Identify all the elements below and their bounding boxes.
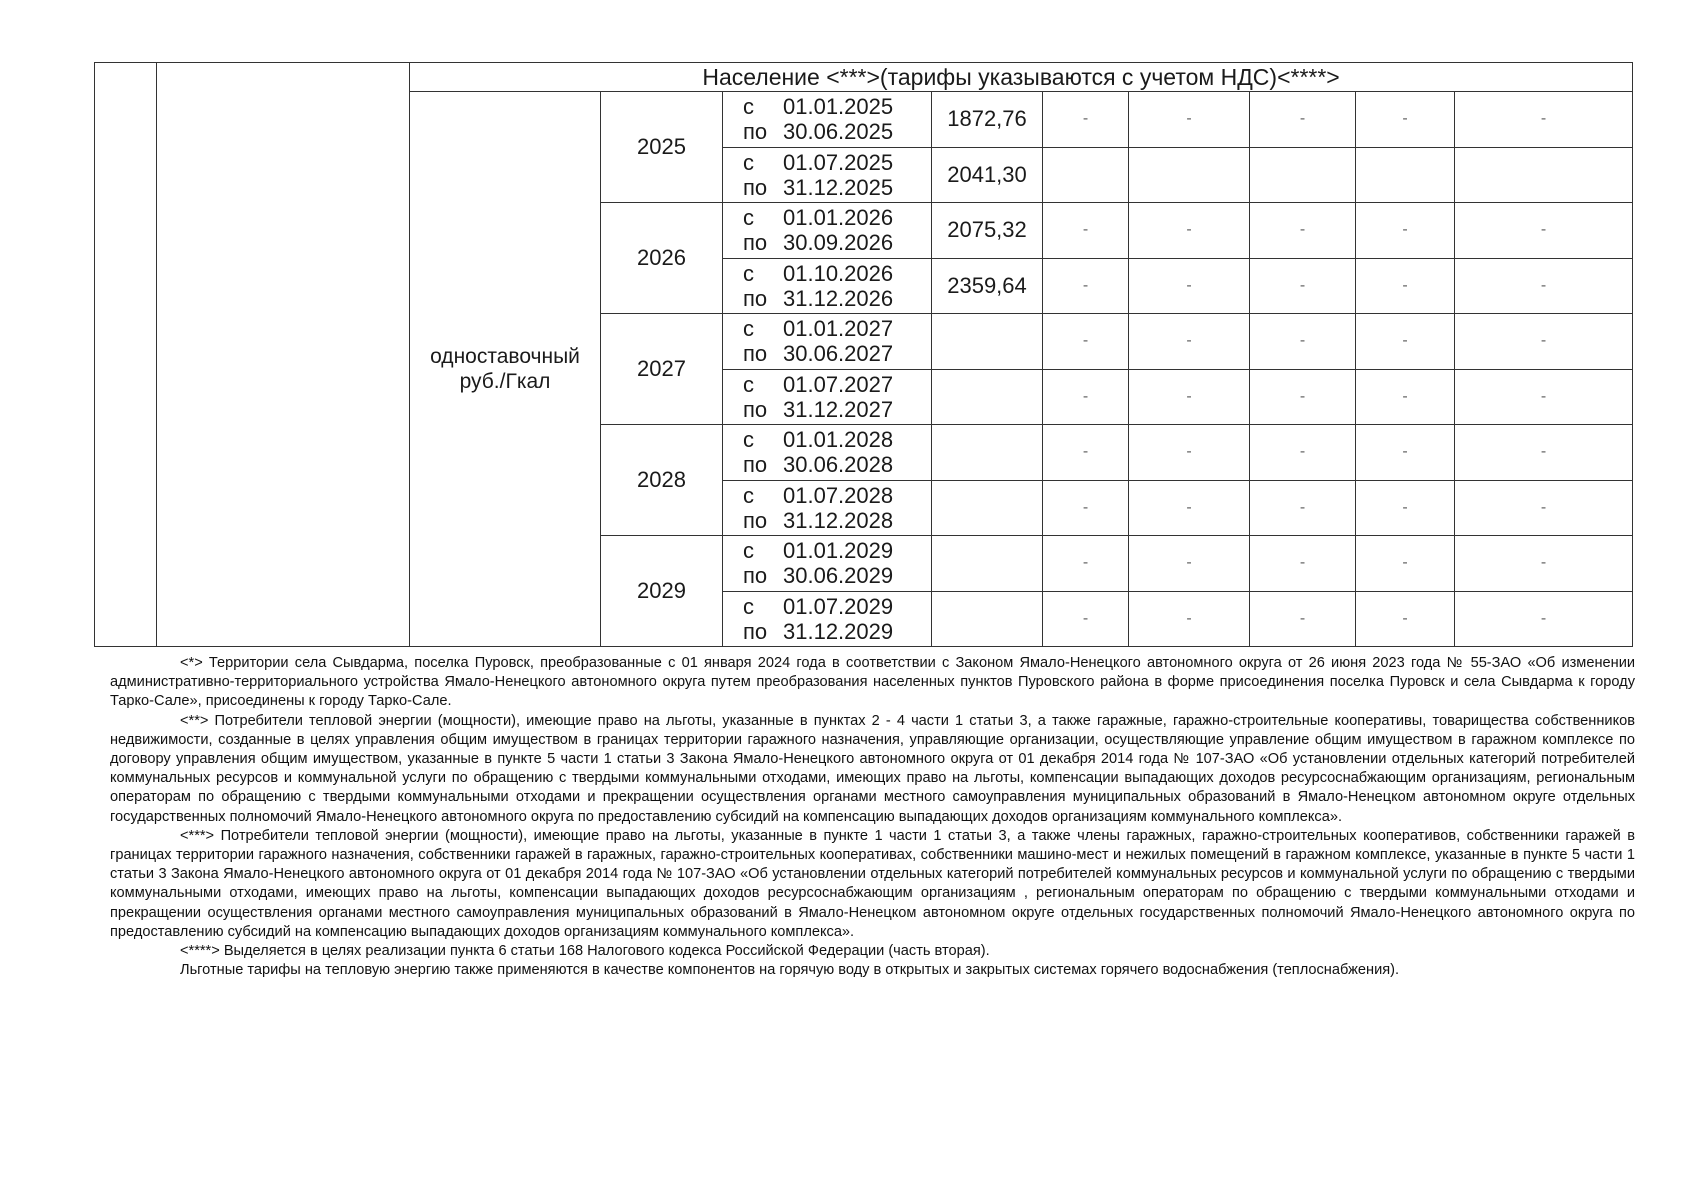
rate-cell: - — [1455, 591, 1633, 647]
period-cell — [723, 536, 932, 592]
rate-cell: - — [1250, 258, 1356, 314]
from-date: 01.01.2027 — [783, 316, 894, 342]
rate-cell: - — [1043, 536, 1129, 592]
period-from — [743, 261, 931, 286]
rate-cell: - — [1250, 314, 1356, 370]
to-prefix: по — [743, 618, 768, 644]
period-from — [743, 150, 931, 175]
year-cell: 2028 — [601, 425, 723, 536]
header-row — [95, 63, 1633, 92]
tariff-value: 2359,64 — [932, 258, 1043, 314]
rate-cell: - — [1250, 536, 1356, 592]
from-prefix: с — [743, 316, 754, 342]
period-from — [743, 594, 931, 619]
tariff-type-label: одноставочный — [430, 345, 580, 368]
footnote-paragraph: <****> Выделяется в целях реализации пункта 6 статьи 168 Налогового кодекса Российской Федерации (часть вторая). — [180, 943, 990, 960]
rate-cell: - — [1043, 480, 1129, 536]
rate-cell: - — [1356, 536, 1455, 592]
period-to — [743, 508, 931, 533]
period-to — [743, 230, 931, 255]
rate-cell: - — [1129, 314, 1250, 370]
period-cell — [723, 369, 932, 425]
footnote-paragraph: <***> Потребители тепловой энергии (мощности), имеющие право на льготы, указанные в пункте 1 части 1 статьи 3, а также члены гаражных, гаражно-строительных кооперативов, собственники гаражей в границах территории гаражного назначения, собственники гаражей в гаражных, гаражно-строительных кооперативах, собственники машино-мест и нежилых помещений в гаражном комплексе, указанные в пункте 5 части 1 статьи 3 Закона Ямало-Ненецкого автономного округа от 01 декабря 2014 года № 107-ЗАО «Об установлении отдельных категорий потребителей коммунальных ресурсов и коммунальной услуги по обращению с твердыми коммунальными отходами, имеющих право на льготы, компенсации выпадающих доходов ресурсоснабжающим организациям , региональным операторам по обращению с твердыми коммунальными отходами и прекращении осуществления органами местного самоуправления муниципальных образований в Ямало-Ненецком автономном округе отдельных государственных полномочий Ямало-Ненецкого автономного округа по предоставлению субсидий на компенсацию выпадающих доходов организациям коммунального комплекса». — [110, 827, 1635, 940]
rate-cell: - — [1129, 425, 1250, 481]
rate-cell: - — [1043, 92, 1129, 148]
rate-cell: - — [1455, 314, 1633, 370]
rate-cell: - — [1250, 591, 1356, 647]
rate-cell: - — [1455, 258, 1633, 314]
rate-cell: - — [1356, 480, 1455, 536]
period-to — [743, 341, 931, 366]
footnote-paragraph: Льготные тарифы на тепловую энергию также применяются в качестве компонентов на горячую воду в открытых и закрытых системах горячего водоснабжения (теплоснабжения). — [180, 962, 1400, 979]
to-date: 31.12.2027 — [783, 396, 894, 422]
from-prefix: с — [743, 482, 754, 508]
rate-cell: - — [1043, 203, 1129, 259]
rate-cell: - — [1129, 480, 1250, 536]
to-prefix: по — [743, 230, 768, 256]
year-cell: 2026 — [601, 203, 723, 314]
tariff-unit-label: руб./Гкал — [459, 370, 551, 393]
from-prefix: с — [743, 427, 754, 453]
to-prefix: по — [743, 452, 768, 478]
from-date: 01.01.2028 — [783, 427, 894, 453]
from-date: 01.07.2027 — [783, 371, 894, 397]
rate-cell — [1455, 147, 1633, 203]
tariff-type-cell — [410, 92, 601, 647]
year-cell: 2027 — [601, 314, 723, 425]
rate-cell: - — [1455, 92, 1633, 148]
rate-cell: - — [1043, 314, 1129, 370]
from-prefix: с — [743, 149, 754, 175]
period-cell — [723, 258, 932, 314]
tariff-value — [932, 591, 1043, 647]
from-date: 01.01.2029 — [783, 538, 894, 564]
blank-column-cell — [157, 63, 410, 647]
tariff-value — [932, 314, 1043, 370]
tariff-value: 2041,30 — [932, 147, 1043, 203]
tariff-value: 2075,32 — [932, 203, 1043, 259]
footnote-paragraph: <**> Потребители тепловой энергии (мощности), имеющие право на льготы, указанные в пунктах 2 - 4 части 1 статьи 3, а также гаражные, гаражно-строительные кооперативы, товарищества собственников недвижимости, созданные в целях управления общим имуществом в границах территории гаражного назначения, управляющие организации, осуществляющие управление общим имуществом в гаражном комплексе по договору управления общим имуществом, указанные в пункте 5 части 1 статьи 3 Закона Ямало-Ненецкого автономного округа от 01 декабря 2014 года № 107-ЗАО «Об установлении отдельных категорий потребителей коммунальных ресурсов и коммунальной услуги по обращению с твердыми коммунальными отходами, имеющих право на льготы, компенсации выпадающих доходов ресурсоснабжающим организациям, региональным операторам по обращению с твердыми коммунальными отходами и прекращении осуществления органами местного самоуправления муниципальных образований в Ямало-Ненецком автономном округе отдельных государственных полномочий Ямало-Ненецкого автономного округа по предоставлению субсидий на компенсацию выпадающих доходов организациям коммунального комплекса». — [110, 712, 1635, 825]
rate-cell: - — [1250, 92, 1356, 148]
tariff-value — [932, 536, 1043, 592]
period-to — [743, 619, 931, 644]
period-cell — [723, 425, 932, 481]
from-prefix: с — [743, 593, 754, 619]
period-cell — [723, 480, 932, 536]
rate-cell: - — [1356, 314, 1455, 370]
footnotes — [110, 654, 1635, 980]
rate-cell: - — [1043, 591, 1129, 647]
tariff-value — [932, 480, 1043, 536]
year-cell: 2025 — [601, 92, 723, 203]
section-header: Население <***>(тарифы указываются с учетом НДС)<****> — [410, 63, 1633, 92]
to-date: 30.06.2028 — [783, 452, 894, 478]
rate-cell — [1043, 147, 1129, 203]
from-prefix: с — [743, 205, 754, 231]
period-cell — [723, 92, 932, 148]
to-date: 31.12.2025 — [783, 174, 894, 200]
period-from — [743, 427, 931, 452]
rate-cell: - — [1129, 369, 1250, 425]
table-body — [95, 63, 1633, 647]
rate-cell: - — [1356, 425, 1455, 481]
period-cell — [723, 147, 932, 203]
rate-cell — [1356, 147, 1455, 203]
tariff-table — [94, 62, 1633, 647]
to-date: 30.06.2025 — [783, 119, 894, 145]
period-cell — [723, 203, 932, 259]
to-prefix: по — [743, 285, 768, 311]
rate-cell: - — [1129, 536, 1250, 592]
to-date: 31.12.2029 — [783, 618, 894, 644]
period-from — [743, 372, 931, 397]
rate-cell — [1129, 147, 1250, 203]
rate-cell — [1250, 147, 1356, 203]
rate-cell: - — [1455, 425, 1633, 481]
to-prefix: по — [743, 396, 768, 422]
from-date: 01.01.2026 — [783, 205, 894, 231]
rate-cell: - — [1043, 369, 1129, 425]
rate-cell: - — [1356, 92, 1455, 148]
to-prefix: по — [743, 563, 768, 589]
tariff-value — [932, 369, 1043, 425]
blank-column-cell — [95, 63, 157, 647]
rate-cell: - — [1129, 591, 1250, 647]
from-prefix: с — [743, 94, 754, 120]
rate-cell: - — [1129, 258, 1250, 314]
from-date: 01.07.2028 — [783, 482, 894, 508]
period-cell — [723, 591, 932, 647]
to-date: 30.06.2027 — [783, 341, 894, 367]
to-date: 31.12.2028 — [783, 507, 894, 533]
rate-cell: - — [1250, 425, 1356, 481]
period-to — [743, 452, 931, 477]
period-to — [743, 286, 931, 311]
period-to — [743, 119, 931, 144]
to-date: 30.09.2026 — [783, 230, 894, 256]
rate-cell: - — [1250, 203, 1356, 259]
period-from — [743, 483, 931, 508]
from-date: 01.07.2029 — [783, 593, 894, 619]
from-date: 01.10.2026 — [783, 260, 894, 286]
rate-cell: - — [1250, 369, 1356, 425]
from-prefix: с — [743, 371, 754, 397]
rate-cell: - — [1043, 258, 1129, 314]
from-date: 01.07.2025 — [783, 149, 894, 175]
period-from — [743, 205, 931, 230]
from-prefix: с — [743, 260, 754, 286]
rate-cell: - — [1455, 536, 1633, 592]
period-cell — [723, 314, 932, 370]
from-prefix: с — [743, 538, 754, 564]
period-from — [743, 316, 931, 341]
period-from — [743, 538, 931, 563]
period-to — [743, 175, 931, 200]
tariff-value: 1872,76 — [932, 92, 1043, 148]
rate-cell: - — [1455, 203, 1633, 259]
to-prefix: по — [743, 119, 768, 145]
period-from — [743, 94, 931, 119]
rate-cell: - — [1356, 591, 1455, 647]
tariff-value — [932, 425, 1043, 481]
rate-cell: - — [1455, 480, 1633, 536]
period-to — [743, 397, 931, 422]
rate-cell: - — [1356, 369, 1455, 425]
rate-cell: - — [1043, 425, 1129, 481]
to-prefix: по — [743, 341, 768, 367]
rate-cell: - — [1129, 203, 1250, 259]
footnote-paragraph: <*> Территории села Сывдарма, поселка Пуровск, преобразованные с 01 января 2024 года в соответствии с Законом Ямало-Ненецкого автономного округа от 26 июня 2023 года № 55-ЗАО «Об изменении административно-территориального устройства Ямало-Ненецкого автономного округа путем преобразования населенных пунктов Пуровского района в форме присоединения поселка Пуровск и села Сывдарма к городу Тарко-Сале», присоединены к городу Тарко-Сале. — [110, 655, 1635, 710]
rate-cell: - — [1356, 203, 1455, 259]
rate-cell: - — [1250, 480, 1356, 536]
to-date: 30.06.2029 — [783, 563, 894, 589]
rate-cell: - — [1455, 369, 1633, 425]
from-date: 01.01.2025 — [783, 94, 894, 120]
rate-cell: - — [1129, 92, 1250, 148]
period-to — [743, 563, 931, 588]
rate-cell: - — [1356, 258, 1455, 314]
to-prefix: по — [743, 174, 768, 200]
to-date: 31.12.2026 — [783, 285, 894, 311]
to-prefix: по — [743, 507, 768, 533]
year-cell: 2029 — [601, 536, 723, 647]
